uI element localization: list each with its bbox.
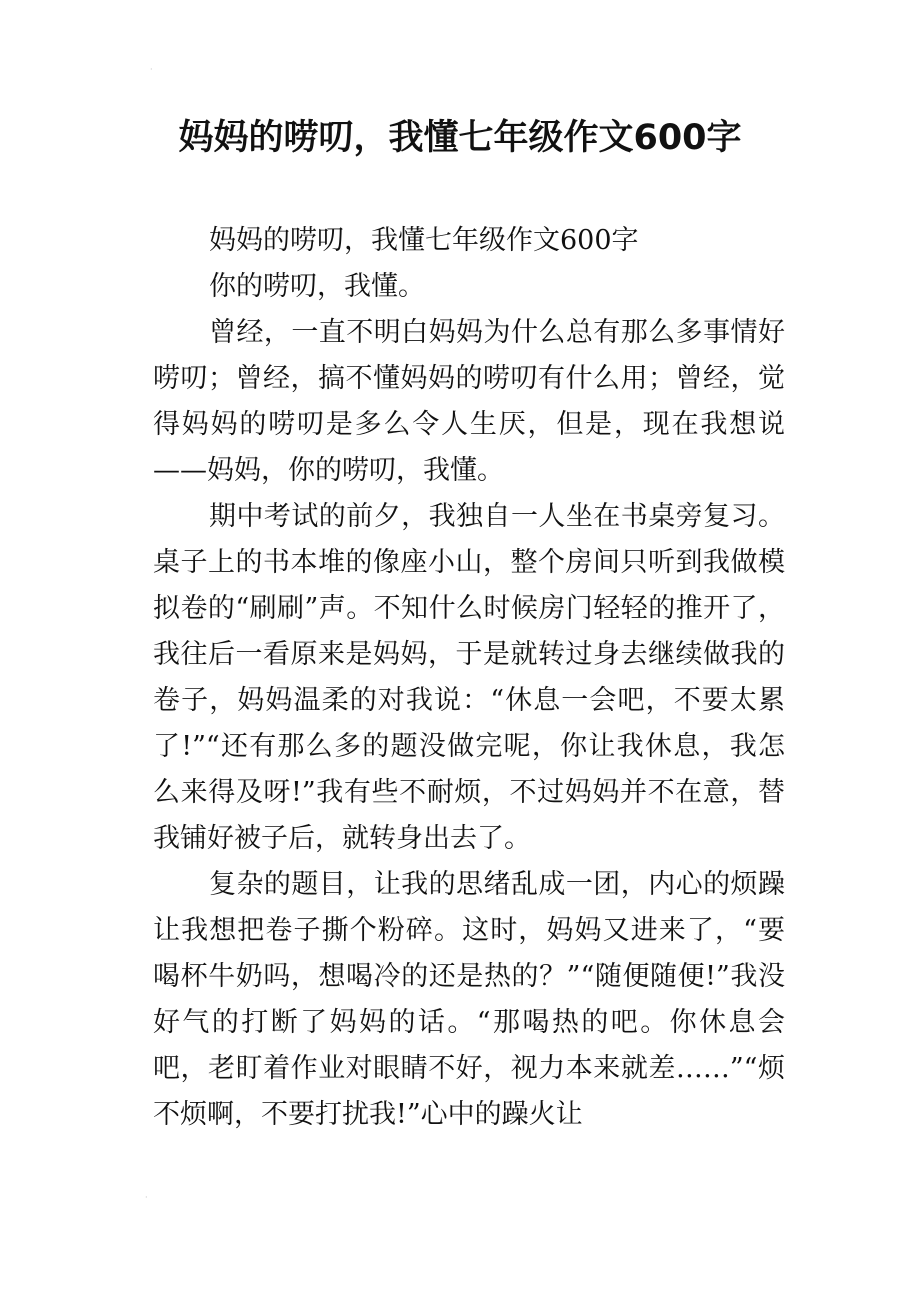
paragraph-subtitle: 妈妈的唠叨，我懂七年级作文600字 <box>209 225 639 256</box>
paragraph-opening: 你的唠叨，我懂。 <box>209 271 425 302</box>
document-body <box>153 218 785 1138</box>
document-title: 妈妈的唠叨，我懂七年级作文600字 <box>178 118 742 158</box>
scan-mark: · <box>145 1193 148 1202</box>
scan-mark: · <box>150 65 153 74</box>
paragraph: 曾经，一直不明白妈妈为什么总有那么多事情好唠叨；曾经，搞不懂妈妈的唠叨有什么用；曾经，觉得妈妈的唠叨是多么令人生厌，但是，现在我想说——妈妈，你的唠叨，我懂。 <box>153 317 785 486</box>
paragraph: 复杂的题目，让我的思绪乱成一团，内心的烦躁让我想把卷子撕个粉碎。这时，妈妈又进来了，“要喝杯牛奶吗，想喝冷的还是热的？”“随便随便!”我没好气的打断了妈妈的话。“那喝热的吧。你休息会吧，老盯着作业对眼睛不好，视力本来就差……”“烦不烦啊，不要打扰我!”心中的躁火让 <box>153 869 785 1130</box>
paragraph: 期中考试的前夕，我独自一人坐在书桌旁复习。桌子上的书本堆的像座小山，整个房间只听到我做模拟卷的“刷刷”声。不知什么时候房门轻轻的推开了，我往后一看原来是妈妈，于是就转过身去继续做我的卷子，妈妈温柔的对我说：“休息一会吧，不要太累了!”“还有那么多的题没做完呢，你让我休息，我怎么来得及呀!”我有些不耐烦，不过妈妈并不在意，替我铺好被子后，就转身出去了。 <box>153 501 785 854</box>
